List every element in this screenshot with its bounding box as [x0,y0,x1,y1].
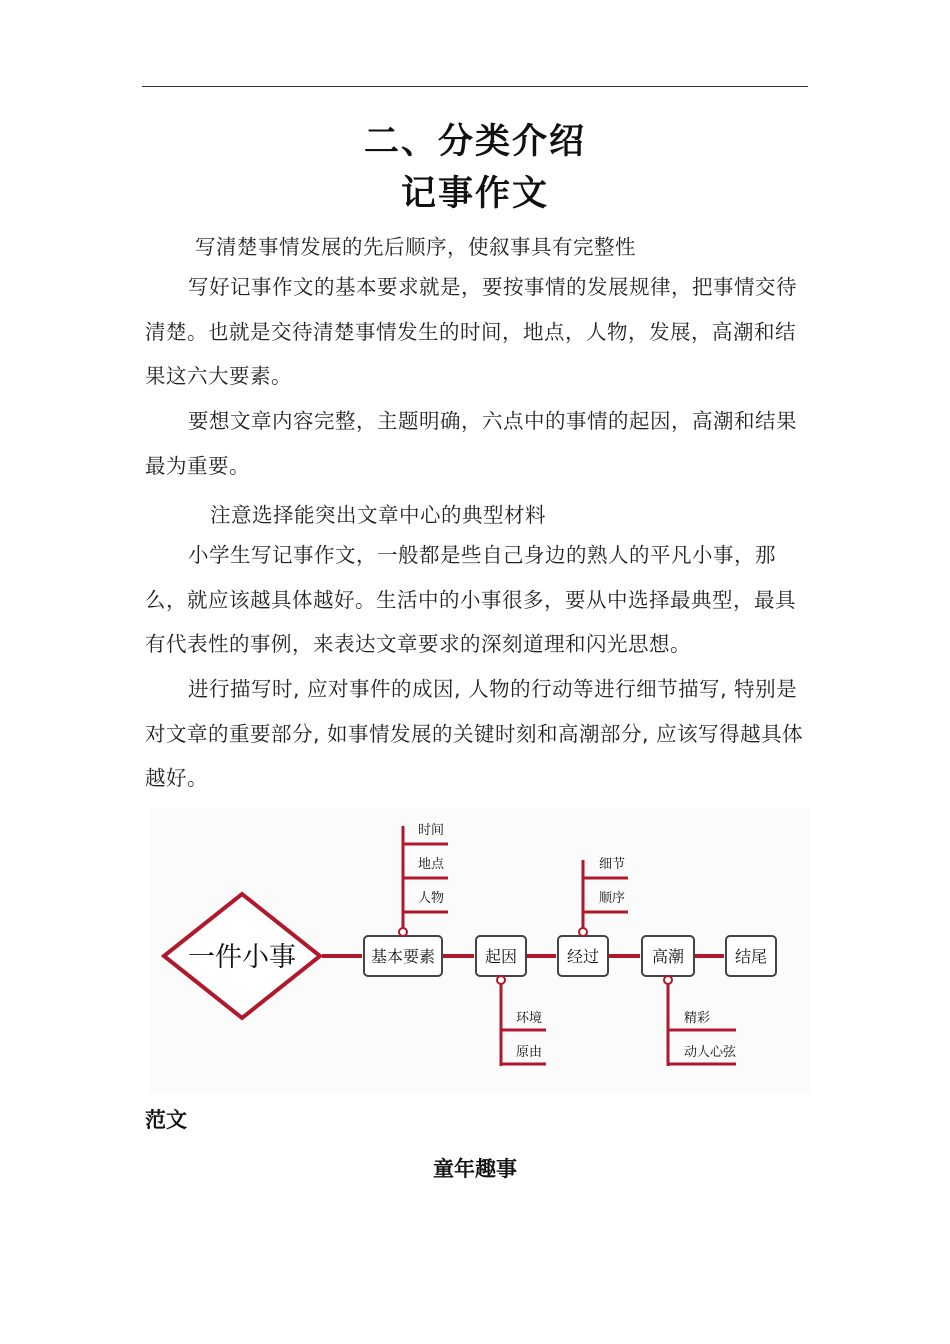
center-label: 一件小事 [188,942,296,973]
process-label-2: 顺序 [599,891,626,906]
cause-label-2: 原由 [516,1045,543,1060]
climax-label-1: 精彩 [684,1011,711,1026]
basic-joint [399,928,407,936]
essay-title: 童年趣事 [433,1157,517,1181]
header-rule [142,86,808,87]
process-label-1: 细节 [599,857,626,872]
node-process-label: 经过 [566,947,600,966]
page-title: 记事作文 [400,174,549,214]
cause-joint [497,976,505,984]
node-climax-label: 高潮 [651,947,685,966]
cause-label-1: 环境 [516,1011,543,1026]
process-joint [579,928,587,936]
climax-joint [664,976,672,984]
paragraph-4: 进行描写时, 应对事件的成因, 人物的行动等进行细节描写, 特别是对文章的重要部分, 如事情发展的关键时刻和高潮部分, 应该写得越具体越好。 [145,677,804,790]
section-heading: 二、分类介绍 [363,122,586,162]
story-structure-diagram [150,808,810,1093]
basic-label-3: 人物 [418,891,445,906]
node-basic-label: 基本要素 [370,947,436,966]
basic-label-1: 时间 [418,823,445,838]
section-label: 范文 [145,1108,187,1132]
climax-label-2: 动人心弦 [684,1045,737,1060]
node-cause-label: 起因 [484,947,518,966]
paragraph-2: 要想文章内容完整，主题明确，六点中的事情的起因，高潮和结果最为重要。 [145,409,797,478]
point1-title: 写清楚事情发展的先后顺序，使叙事具有完整性 [195,235,636,259]
point2-title: 注意选择能突出文章中心的典型材料 [210,503,546,527]
paragraph-1: 写好记事作文的基本要求就是，要按事情的发展规律，把事情交待清楚。也就是交待清楚事情发生的时间，地点，人物，发展，高潮和结果这六大要素。 [145,275,797,388]
paragraph-3: 小学生写记事作文，一般都是些自己身边的熟人的平凡小事，那么，就应该越具体越好。生活中的小事很多，要从中选择最典型，最具有代表性的事例，来表达文章要求的深刻道理和闪光思想。 [145,543,796,656]
basic-label-2: 地点 [418,857,445,872]
node-ending-label: 结尾 [734,947,768,966]
